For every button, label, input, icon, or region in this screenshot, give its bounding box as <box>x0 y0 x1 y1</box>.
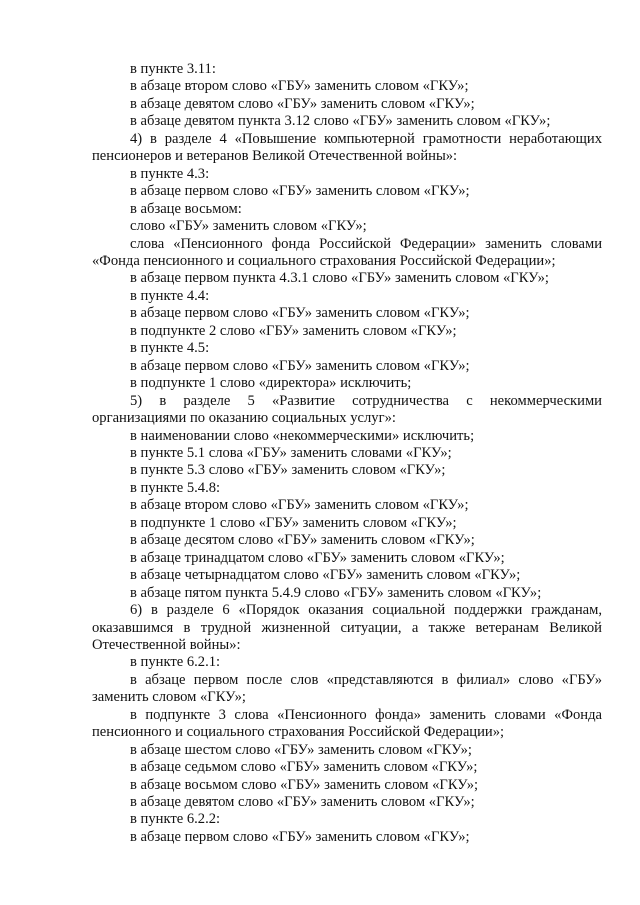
paragraph-20: в пункте 5.1 слова «ГБУ» заменить словами «ГКУ»; <box>130 444 452 461</box>
paragraph-27: в абзаце четырнадцатом слово «ГБУ» заменить словом «ГКУ»; <box>130 567 521 584</box>
paragraph-6: в пункте 4.3: <box>130 165 210 182</box>
paragraph-21: в пункте 5.3 слово «ГБУ» заменить словом «ГКУ»; <box>130 462 446 479</box>
paragraph-29: 6) в разделе 6 «Порядок оказания социальной поддержки гражданам, оказавшимся в трудной жизненной ситуации, а также ветеранам Великой Отечественной войны»: <box>92 602 602 653</box>
paragraph-33: в абзаце шестом слово «ГБУ» заменить словом «ГКУ»; <box>130 741 472 758</box>
paragraph-14: в подпункте 2 слово «ГБУ» заменить словом «ГКУ»; <box>130 322 457 339</box>
paragraph-32: в подпункте 3 слова «Пенсионного фонда» заменить словами «Фонда пенсионного и социального страхования Российской Федерации»; <box>92 706 602 741</box>
paragraph-8: в абзаце восьмом: <box>130 200 242 217</box>
paragraph-11: в абзаце первом пункта 4.3.1 слово «ГБУ» заменить словом «ГКУ»; <box>130 270 549 287</box>
paragraph-1: в пункте 3.11: <box>130 61 216 77</box>
paragraph-18: 5) в разделе 5 «Развитие сотрудничества с некоммерческими организациями по оказанию социальных услуг»: <box>92 392 602 427</box>
paragraph-5: 4) в разделе 4 «Повышение компьютерной грамотности неработающих пенсионеров и ветеранов Великой Отечественной войны»: <box>92 130 602 165</box>
paragraph-25: в абзаце десятом слово «ГБУ» заменить словом «ГКУ»; <box>130 532 475 549</box>
paragraph-23: в абзаце втором слово «ГБУ» заменить словом «ГКУ»; <box>130 497 469 514</box>
paragraph-3: в абзаце девятом слово «ГБУ» заменить словом «ГКУ»; <box>130 95 475 112</box>
paragraph-28: в абзаце пятом пункта 5.4.9 слово «ГБУ» заменить словом «ГКУ»; <box>130 584 542 601</box>
paragraph-16: в абзаце первом слово «ГБУ» заменить словом «ГКУ»; <box>130 357 470 374</box>
paragraph-34: в абзаце седьмом слово «ГБУ» заменить словом «ГКУ»; <box>130 759 478 776</box>
paragraph-10: слова «Пенсионного фонда Российской Федерации» заменить словами «Фонда пенсионного и социального страхования Российской Федерации»; <box>92 235 602 269</box>
paragraph-38: в абзаце первом слово «ГБУ» заменить словом «ГКУ»; <box>130 828 470 845</box>
paragraph-36: в абзаце девятом слово «ГБУ» заменить словом «ГКУ»; <box>130 794 475 811</box>
paragraph-13: в абзаце первом слово «ГБУ» заменить словом «ГКУ»; <box>130 305 470 322</box>
paragraph-30: в пункте 6.2.1: <box>130 654 221 671</box>
paragraph-7: в абзаце первом слово «ГБУ» заменить словом «ГКУ»; <box>130 183 470 200</box>
paragraph-12: в пункте 4.4: <box>130 287 210 304</box>
paragraph-26: в абзаце тринадцатом слово «ГБУ» заменить словом «ГКУ»; <box>130 549 505 566</box>
paragraph-22: в пункте 5.4.8: <box>130 479 221 496</box>
paragraph-19: в наименовании слово «некоммерческими» исключить; <box>130 427 475 444</box>
document-body <box>92 61 602 846</box>
paragraph-9: слово «ГБУ» заменить словом «ГКУ»; <box>130 218 367 235</box>
paragraph-15: в пункте 4.5: <box>130 340 210 357</box>
paragraph-37: в пункте 6.2.2: <box>130 811 221 828</box>
paragraph-2: в абзаце втором слово «ГБУ» заменить словом «ГКУ»; <box>130 78 469 95</box>
paragraph-4: в абзаце девятом пункта 3.12 слово «ГБУ» заменить словом «ГКУ»; <box>130 113 551 130</box>
paragraph-17: в подпункте 1 слово «директора» исключить; <box>130 375 412 392</box>
paragraph-24: в подпункте 1 слово «ГБУ» заменить словом «ГКУ»; <box>130 514 457 531</box>
paragraph-35: в абзаце восьмом слово «ГБУ» заменить словом «ГКУ»; <box>130 776 479 793</box>
paragraph-31: в абзаце первом после слов «представляются в филиал» слово «ГБУ» заменить словом «ГКУ»; <box>92 671 602 706</box>
